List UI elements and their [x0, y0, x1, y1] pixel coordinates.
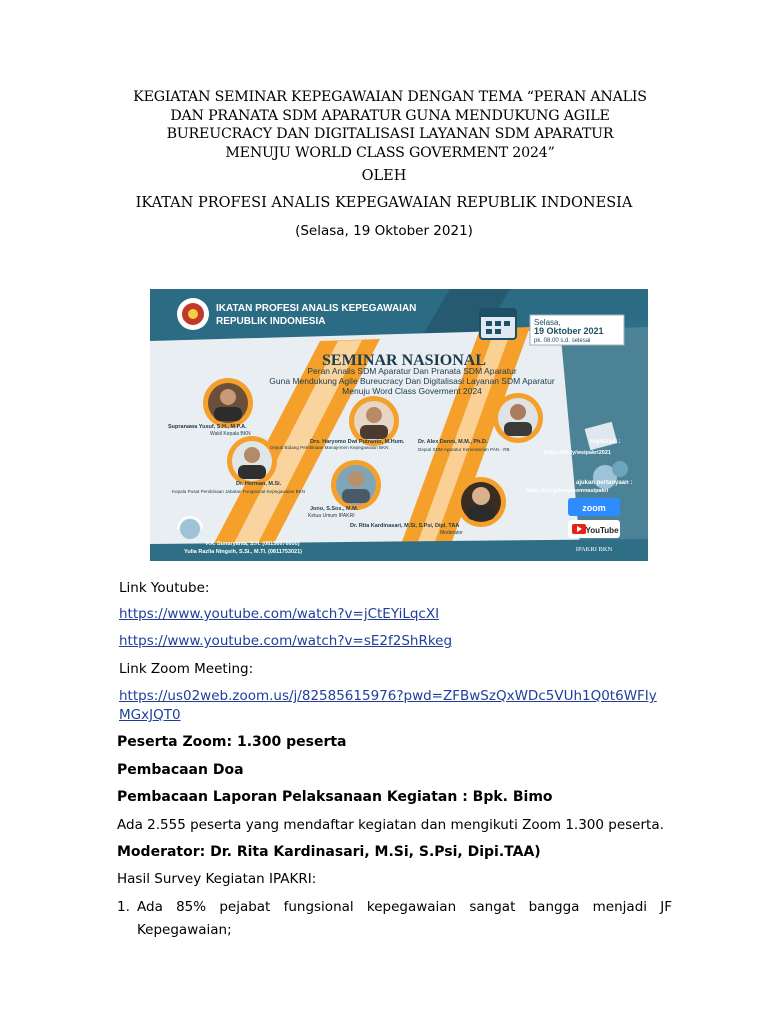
zoom-link-continued[interactable]: MGxJQT0 — [119, 707, 181, 723]
banner-heading: SEMINAR NASIONAL — [322, 352, 487, 369]
speaker-role: Wakil Kepala BKN — [210, 431, 251, 437]
title-line: DAN PRANATA SDM APARATUR GUNA MENDUKUNG AGILE — [170, 107, 610, 124]
peserta-zoom: Peserta Zoom: 1.300 peserta — [117, 734, 347, 750]
speaker-name: Drs. Haryomo Dwi Putranto, M.Hum. — [310, 439, 405, 445]
title-line: KEGIATAN SEMINAR KEPEGAWAIAN DENGAN TEMA “PERAN ANALIS — [133, 89, 647, 105]
speaker-role: Deputi Bidang Pembinaan Manajemen Kepegawaian BKN — [270, 445, 389, 450]
speaker-role: Ketua Umum IPAKRI — [308, 513, 355, 519]
hasil-survey-heading: Hasil Survey Kegiatan IPAKRI: — [117, 871, 317, 887]
ipakri-bkn-label: IPAKRI BKN — [575, 546, 613, 553]
pembacaan-laporan: Pembacaan Laporan Pelaksanaan Kegiatan : Bpk. Bimo — [117, 789, 553, 805]
tanya-link: https://bit.ly/tanyasemnasipakri — [526, 488, 609, 494]
link-youtube-label: Link Youtube: — [119, 580, 210, 596]
survey-list-item — [117, 896, 672, 942]
organization-name: IKATAN PROFESI ANALIS KEPEGAWAIAN REPUBLIK INDONESIA — [135, 195, 633, 211]
registrasi-link: https://bit.ly/wsipakri2021 — [544, 450, 611, 456]
speaker-role: Moderator — [440, 530, 463, 536]
document-title — [110, 88, 670, 162]
banner-org-line1: IKATAN PROFESI ANALIS KEPEGAWAIAN — [216, 303, 417, 314]
moderator-line: Moderator: Dr. Rita Kardinasari, M.Si, S.Psi, Dipi.TAA) — [117, 844, 541, 860]
registrasi-label: registrasi : — [590, 439, 621, 445]
list-item-text: Ada 85% pejabat fungsional kepegawaian sangat bangga menjadi JF Kepegawaian; — [137, 899, 672, 938]
banner-date-line3: pk. 08.00 s.d. selesai — [534, 338, 591, 344]
zoom-link[interactable]: https://us02web.zoom.us/j/82585615976?pwd=ZFBwSzQxWDc5VUh1Q0t6WFIy — [119, 688, 657, 704]
list-number: 1. — [117, 899, 130, 915]
banner-date-line2: 19 Oktober 2021 — [534, 326, 604, 336]
contact-line: F.X. Sunaryanta, S.H. (08156676600) — [206, 541, 300, 547]
zoom-label: zoom — [582, 503, 606, 513]
youtube-label: YouTube — [585, 526, 619, 535]
banner-subtitle: Peran Analis SDM Aparatur Dan Pranata SDM Aparatur — [307, 366, 517, 376]
ada-peserta-text: Ada 2.555 peserta yang mendaftar kegiatan dan mengikuti Zoom 1.300 peserta. — [117, 817, 664, 833]
speaker-name: Dr. Rita Kardinasari, M.Si, S.Psi, Dipl. TAA — [350, 523, 460, 529]
speaker-name: Dr. Alex Denni, M.M., Ph.D. — [418, 439, 488, 445]
speaker-role: Kepala Pusat Pembinaan Jabatan Fungsional Kepegawaian BKN — [172, 489, 306, 494]
banner-subtitle: Menuju Word Class Goverment 2024 — [342, 386, 482, 396]
speaker-name: Dr. Herman, M.Si. — [236, 481, 282, 487]
oleh-label: OLEH — [361, 168, 407, 184]
banner-org-line2: REPUBLIK INDONESIA — [216, 316, 326, 327]
contact-line: Yulia Razlia Ningsih, S.Si., M.TI. (0811753021) — [184, 549, 302, 555]
pembacaan-doa: Pembacaan Doa — [117, 762, 244, 778]
speaker-name: Supranawa Yusuf, S.H., M.P.A. — [168, 424, 247, 430]
title-line: MENUJU WORLD CLASS GOVERMENT 2024” — [225, 144, 555, 161]
banner-subtitle: Guna Mendukung Agile Bureucracy Dan Digitalisasi Layanan SDM Aparatur — [269, 376, 555, 386]
seminar-banner — [150, 289, 648, 561]
link-zoom-label: Link Zoom Meeting: — [119, 661, 254, 677]
event-date: (Selasa, 19 Oktober 2021) — [295, 223, 473, 239]
banner-date-line1: Selasa, — [534, 318, 561, 327]
speaker-role: Deputi SDM Aparatur Kementerian PAN - RB — [418, 447, 510, 452]
speaker-name: Jono, S.Sos., M.M. — [310, 506, 359, 512]
tanya-label: ajukan pertanyaan : — [576, 480, 633, 486]
youtube-link[interactable]: https://www.youtube.com/watch?v=jCtEYiLqcXI — [119, 606, 440, 622]
title-line: BUREUCRACY DAN DIGITALISASI LAYANAN SDM APARATUR — [166, 126, 614, 142]
youtube-link[interactable]: https://www.youtube.com/watch?v=sE2f2ShRkeg — [119, 633, 453, 649]
